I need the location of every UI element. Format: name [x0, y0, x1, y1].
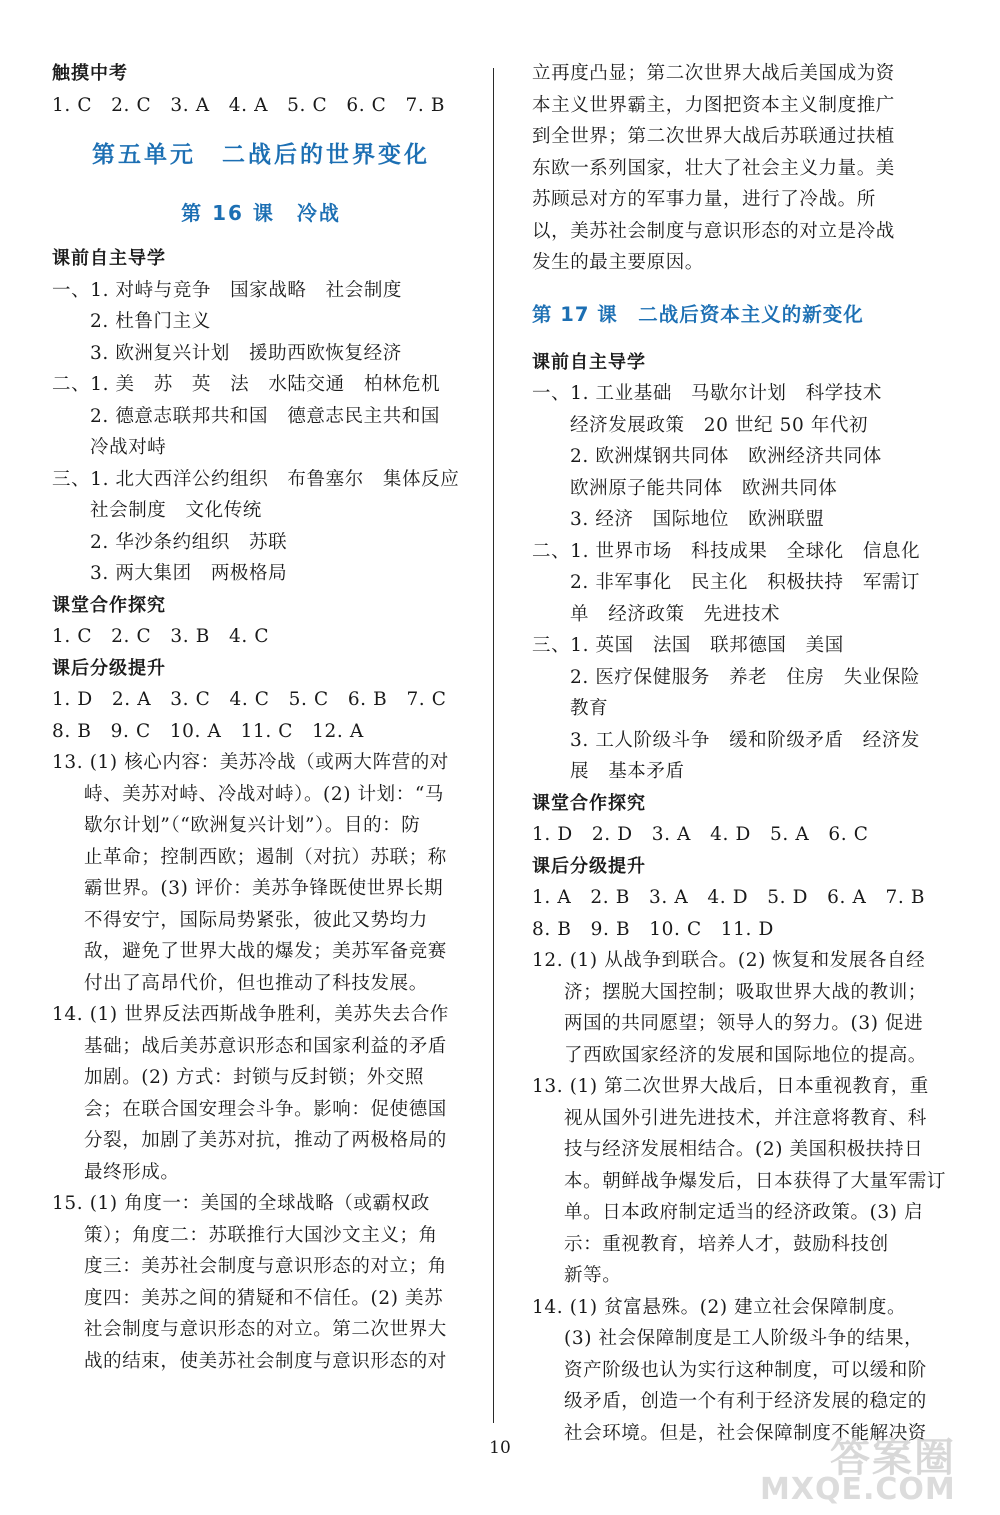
answer-line: 三、1. 北大西洋公约组织 布鲁塞尔 集体反应 [52, 468, 460, 490]
answer-line: 新等。 [564, 1265, 622, 1286]
answer-line: 本主义世界霸主，力图把资本主义制度推广 [532, 94, 895, 116]
answer-line: 技与经济发展相结合。(2) 美国积极扶持日 [564, 1139, 924, 1160]
answer-line: 社会制度与意识形态的对立。第二次世界大 [84, 1319, 447, 1340]
answer-line: 以，美苏社会制度与意识形态的对立是冷战 [532, 220, 895, 242]
answer-line: 了西欧国家经济的发展和国际地位的提高。 [564, 1044, 927, 1066]
answer-line: 付出了高昂代价，但也推动了科技发展。 [84, 972, 428, 994]
answer-line: 1. A 2. B 3. A 4. D 5. D 6. A 7. B [532, 887, 926, 908]
answer-line: 3. 经济 国际地位 欧洲联盟 [570, 509, 825, 530]
answer-line: 苏顾忌对方的军事力量，进行了冷战。所 [532, 189, 876, 210]
answer-line: 一、1. 对峙与竞争 国家战略 社会制度 [52, 279, 403, 301]
answer-line: 资产阶级也认为实行这种制度，可以缓和阶 [564, 1359, 927, 1381]
answer-line: 13. (1) 第二次世界大战后，日本重视教育，重 [532, 1076, 929, 1097]
answer-line: 15. (1) 角度一：美国的全球战略（或霸权政 [52, 1193, 430, 1214]
self-study-heading: 课前自主导学 [532, 351, 646, 373]
answer-line: 教育 [570, 698, 609, 719]
left-column [52, 58, 470, 1377]
lesson17-title: 第 17 课 二战后资本主义的新变化 [532, 302, 864, 326]
self-study-heading: 课前自主导学 [52, 248, 166, 269]
answer-line: 2. 医疗保健服务 养老 住房 失业保险 [570, 666, 921, 688]
answer-line: 东欧一系列国家，壮大了社会主义力量。美 [532, 157, 895, 179]
cooperation-heading: 课堂合作探究 [52, 594, 166, 616]
cooperation-answers: 1. C 2. C 3. B 4. C [52, 626, 270, 647]
answer-line: 到全世界；第二次世界大战后苏联通过扶植 [532, 126, 895, 147]
watermark-logo: 答案圈 [830, 1435, 956, 1481]
answer-line: 最终形成。 [84, 1161, 180, 1183]
answer-line: 2. 华沙条约组织 苏联 [90, 531, 288, 553]
answer-line: 8. B 9. B 10. C 11. D [532, 918, 774, 940]
answer-line: 14. (1) 世界反法西斯战争胜利，美苏失去合作 [52, 1004, 449, 1025]
answer-line: 本。朝鲜战争爆发后，日本获得了大量军需订 [564, 1170, 947, 1192]
answer-line: 2. 欧洲煤钢共同体 欧洲经济共同体 [570, 446, 882, 467]
answer-line: 3. 两大集团 两极格局 [90, 563, 288, 584]
answer-line: 济；摆脱大国控制；吸取世界大战的教训； [564, 981, 927, 1003]
answer-line: 社会环境。但是，社会保障制度不能解决资 [564, 1422, 927, 1444]
answer-line: 视从国外引进先进技术，并注意将教育、科 [564, 1107, 927, 1129]
answer-line: 两国的共同愿望；领导人的努力。(3) 促进 [564, 1013, 924, 1034]
answer-line: 度三：美苏社会制度与意识形态的对立；角 [84, 1256, 447, 1277]
answer-line: 三、1. 英国 法国 联邦德国 美国 [532, 635, 844, 656]
column-divider [493, 68, 494, 1423]
answer-line: 3. 工人阶级斗争 缓和阶级矛盾 经济发 [570, 729, 921, 751]
answer-line: 分裂，加剧了美苏对抗，推动了两极格局的 [84, 1130, 447, 1151]
answer-line: 1. D 2. A 3. C 4. C 5. C 6. B 7. C [52, 689, 447, 710]
right-column [532, 58, 952, 1449]
answer-line: 二、1. 美 苏 英 法 水陆交通 柏林危机 [52, 374, 441, 395]
tiered-heading: 课后分级提升 [52, 657, 166, 679]
answer-line: 2. 杜鲁门主义 [90, 311, 211, 332]
answer-line: 峙、美苏对峙、冷战对峙）。(2) 计划：“马 [84, 783, 444, 805]
answer-line: 示：重视教育，培养人才，鼓励科技创 [564, 1233, 889, 1255]
answer-line: 欧洲原子能共同体 欧洲共同体 [570, 477, 838, 499]
answer-line: 冷战对峙 [90, 437, 167, 458]
answer-line: 策）；角度二：苏联推行大国沙文主义；角 [84, 1224, 438, 1246]
answer-line: 基础；战后美苏意识形态和国家利益的矛盾 [84, 1035, 447, 1057]
answer-line: 度四：美苏之间的猜疑和不信任。(2) 美苏 [84, 1287, 444, 1309]
answer-line: 12. (1) 从战争到联合。(2) 恢复和发展各自经 [532, 950, 926, 971]
answer-line: 2. 非军事化 民主化 积极扶持 军需订 [570, 572, 921, 593]
answer-line: 歇尔计划”（“欧洲复兴计划”）。目的：防 [84, 815, 421, 836]
answer-line: 13. (1) 核心内容：美苏冷战（或两大阵营的对 [52, 752, 449, 773]
page-number: 10 [489, 1438, 511, 1458]
answer-line: 战的结束，使美苏社会制度与意识形态的对 [84, 1350, 447, 1372]
answer-line: 14. (1) 贫富悬殊。(2) 建立社会保障制度。 [532, 1296, 907, 1318]
answer-line: 不得安宁，国际局势紧张，彼此又势均力 [84, 909, 428, 931]
answer-line: 社会制度 文化传统 [90, 500, 262, 521]
answer-line: 展 基本矛盾 [570, 761, 685, 782]
touch-exam-answers: 1. C 2. C 3. A 4. A 5. C 6. C 7. B [52, 94, 446, 116]
watermark [760, 1426, 990, 1508]
answer-line: 2. 德意志联邦共和国 德意志民主共和国 [90, 405, 441, 427]
answer-line: 霸世界。(3) 评价：美苏争锋既使世界长期 [84, 878, 444, 899]
answer-line: 敌，避免了世界大战的爆发；美苏军备竞赛 [84, 941, 447, 962]
answer-line: 会；在联合国安理会斗争。影响：促使德国 [84, 1098, 447, 1120]
answer-line: 加剧。(2) 方式：封锁与反封锁；外交照 [84, 1067, 425, 1088]
touch-exam-heading: 触摸中考 [52, 63, 128, 84]
answer-line: 经济发展政策 20 世纪 50 年代初 [570, 414, 869, 436]
lesson16-title: 第 16 课 冷战 [181, 201, 341, 225]
answer-line: 立再度凸显；第二次世界大战后美国成为资 [532, 63, 895, 84]
answer-line: 8. B 9. C 10. A 11. C 12. A [52, 720, 364, 742]
answer-line: 止革命；控制西欧；遏制（对抗）苏联；称 [84, 846, 447, 868]
cooperation-heading: 课堂合作探究 [532, 792, 646, 814]
watermark-url: MXQE.COM [760, 1472, 956, 1507]
answer-line: 二、1. 世界市场 科技成果 全球化 信息化 [532, 540, 921, 562]
answer-line: 发生的最主要原因。 [532, 252, 704, 273]
cooperation-answers: 1. D 2. D 3. A 4. D 5. A 6. C [532, 824, 869, 845]
answer-line: (3) 社会保障制度是工人阶级斗争的结果， [564, 1328, 924, 1349]
answer-line: 单 经济政策 先进技术 [570, 603, 781, 625]
answer-line: 3. 欧洲复兴计划 援助西欧恢复经济 [90, 342, 402, 364]
answer-line: 级矛盾，创造一个有利于经济发展的稳定的 [564, 1391, 927, 1412]
tiered-heading: 课后分级提升 [532, 855, 646, 877]
answer-line: 单。日本政府制定适当的经济政策。(3) 启 [564, 1202, 924, 1223]
unit-title: 第五单元 二战后的世界变化 [92, 142, 430, 168]
answer-line: 一、1. 工业基础 马歇尔计划 科学技术 [532, 383, 883, 404]
